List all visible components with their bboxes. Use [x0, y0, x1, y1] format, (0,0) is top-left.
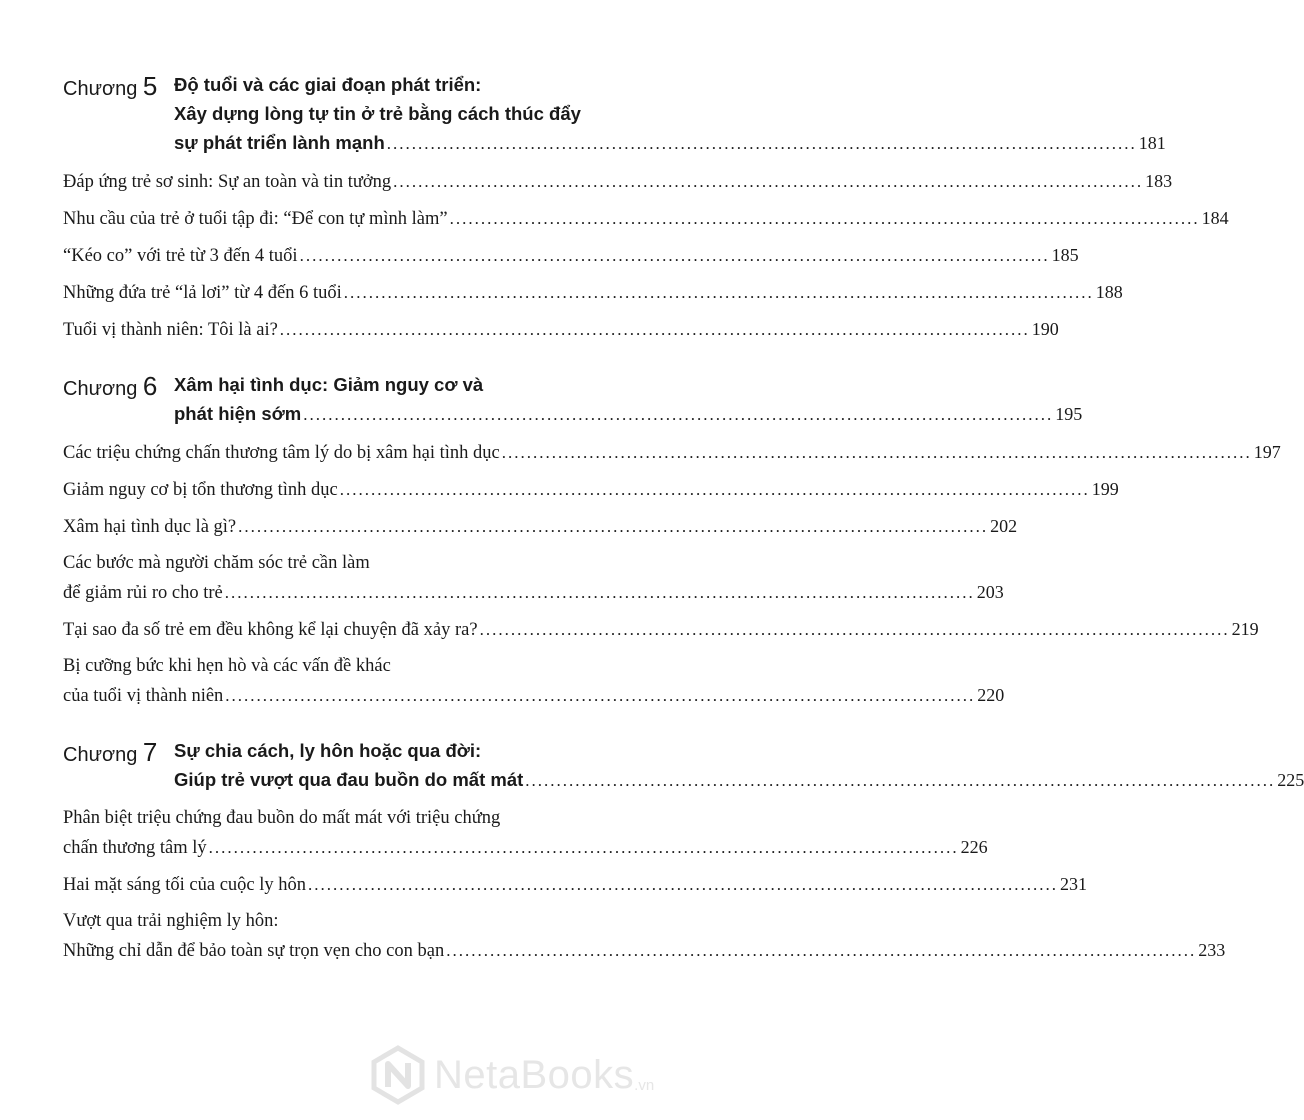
dot-leader: ........................................................................................................................ [339, 480, 1090, 499]
dot-leader: ........................................................................................................................ [299, 246, 1050, 265]
dot-leader: ........................................................................................................................ [501, 443, 1252, 462]
page-number: 190 [1031, 319, 1059, 339]
watermark [368, 1040, 698, 1110]
toc-entry: Hai mặt sáng tối của cuộc ly hôn ........................................................................................................................ 231 [63, 870, 638, 900]
page-number: 199 [1091, 479, 1119, 499]
dot-leader: ........................................................................................................................ [449, 209, 1200, 228]
page-number: 181 [1138, 133, 1166, 153]
watermark-brand: NetaBooks [434, 1052, 635, 1097]
chapter-title-line: Xây dựng lòng tự tin ở trẻ bằng cách thúc đẩy [174, 103, 581, 124]
dot-leader: ........................................................................................................................ [238, 517, 989, 536]
chapter-5 [63, 70, 1229, 345]
chapter-7 [63, 736, 1304, 966]
page-number: 184 [1201, 208, 1229, 228]
chapter-number: 6 [142, 371, 158, 401]
chapter-number: 5 [142, 71, 158, 101]
toc-entry: Nhu cầu của trẻ ở tuổi tập đi: “Để con tự mình làm” ........................................................................................................................ 184 [63, 204, 638, 234]
page-number: 185 [1051, 245, 1079, 265]
dot-leader: ........................................................................................................................ [225, 686, 976, 705]
page-number: 188 [1095, 282, 1123, 302]
chapter-label: Chương 7 [63, 737, 158, 767]
toc-entry: Bị cưỡng bức khi hẹn hò và các vấn đề khác của tuổi vị thành niên ........................................................................................................................ 220 [63, 652, 638, 711]
chapter-title [174, 70, 1166, 158]
page-number: 202 [990, 516, 1018, 536]
dot-leader: ........................................................................................................................ [303, 405, 1054, 424]
chapter-title-line: Xâm hại tình dục: Giảm nguy cơ và [174, 374, 484, 395]
chapter-title-line: Độ tuổi và các giai đoạn phát triển: [174, 74, 482, 95]
toc-entry: Xâm hại tình dục là gì? ........................................................................................................................ 202 [63, 512, 638, 542]
page-number: 219 [1231, 619, 1259, 639]
table-of-contents [63, 70, 1304, 966]
toc-entry: Các bước mà người chăm sóc trẻ cần làm để giảm rủi ro cho trẻ ........................................................................................................................ 203 [63, 549, 638, 608]
chapter-title [174, 736, 1304, 795]
page-number: 233 [1198, 940, 1226, 960]
chapter-label: Chương 6 [63, 371, 158, 401]
dot-leader: ........................................................................................................................ [343, 283, 1094, 302]
toc-entry: Những đứa trẻ “lả lơi” từ 4 đến 6 tuổi ........................................................................................................................ 188 [63, 278, 638, 308]
dot-leader: ........................................................................................................................ [525, 771, 1276, 790]
toc-entry: Tại sao đa số trẻ em đều không kể lại chuyện đã xảy ra? ........................................................................................................................ 219 [63, 615, 638, 645]
chapter-title-line-last: phát hiện sớm ........................................................................................................................ 195 [174, 399, 638, 429]
chapter-title-line-last: Giúp trẻ vượt qua đau buồn do mất mát ........................................................................................................................ 225 [174, 765, 638, 795]
toc-entry: “Kéo co” với trẻ từ 3 đến 4 tuổi ........................................................................................................................ 185 [63, 241, 638, 271]
page-number: 231 [1060, 874, 1088, 894]
page-number: 183 [1145, 171, 1173, 191]
chapter-title-line-last: sự phát triển lành mạnh ........................................................................................................................ 181 [174, 128, 638, 158]
dot-leader: ........................................................................................................................ [224, 583, 975, 602]
page-number: 225 [1277, 770, 1304, 790]
page-number: 203 [976, 582, 1004, 602]
netabooks-logo-icon [368, 1045, 428, 1105]
dot-leader: ........................................................................................................................ [386, 134, 1137, 153]
page-number: 226 [960, 837, 988, 857]
toc-entry: Các triệu chứng chấn thương tâm lý do bị xâm hại tình dục ........................................................................................................................ 197 [63, 438, 638, 468]
toc-entry: Tuổi vị thành niên: Tôi là ai? ........................................................................................................................ 190 [63, 315, 638, 345]
toc-entry: Đáp ứng trẻ sơ sinh: Sự an toàn và tin tưởng ........................................................................................................................ 183 [63, 167, 638, 197]
chapter-title-line: Sự chia cách, ly hôn hoặc qua đời: [174, 740, 482, 761]
dot-leader: ........................................................................................................................ [279, 320, 1030, 339]
toc-entry: Vượt qua trải nghiệm ly hôn: Những chỉ dẫn để bảo toàn sự trọn vẹn cho con bạn ........................................................................................................................ 233 [63, 907, 638, 966]
toc-entry: Phân biệt triệu chứng đau buồn do mất mát với triệu chứng chấn thương tâm lý ........................................................................................................................ 226 [63, 804, 638, 863]
page-number: 195 [1055, 404, 1083, 424]
watermark-suffix: .vn [634, 1077, 655, 1094]
chapter-title [174, 370, 1083, 429]
dot-leader: ........................................................................................................................ [446, 941, 1197, 960]
chapter-6 [63, 370, 1281, 711]
dot-leader: ........................................................................................................................ [479, 620, 1230, 639]
dot-leader: ........................................................................................................................ [208, 838, 959, 857]
dot-leader: ........................................................................................................................ [393, 172, 1144, 191]
page-number: 220 [977, 685, 1005, 705]
dot-leader: ........................................................................................................................ [308, 875, 1059, 894]
toc-entry: Giảm nguy cơ bị tổn thương tình dục ........................................................................................................................ 199 [63, 475, 638, 505]
chapter-number: 7 [142, 737, 158, 767]
page-number: 197 [1253, 442, 1281, 462]
chapter-label: Chương 5 [63, 71, 158, 101]
